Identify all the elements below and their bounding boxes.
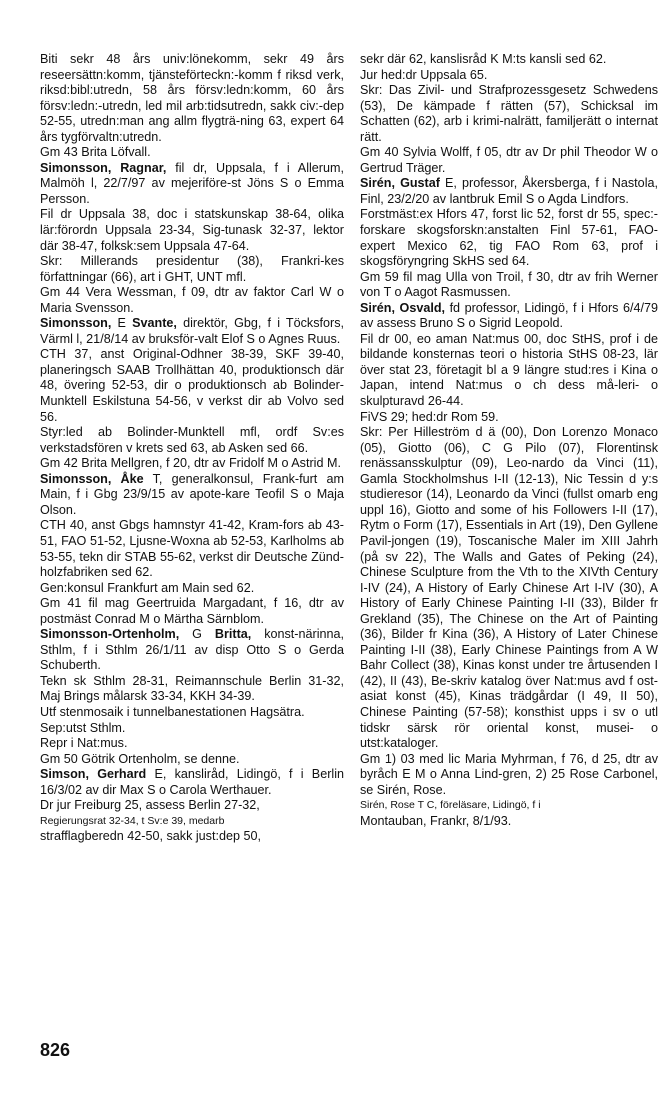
entry-text: Fil dr Uppsala 38, doc i statskunskap 38-64, olika lär:förordn Uppsala 23-34, Sig-tunask 32-37, lektor där 38-47, folksk:sem Uppsala 47-64. (40, 207, 344, 253)
entry-initial: E (117, 316, 126, 331)
entry-text: T, generalkonsul, Frank-furt am Main, f i Gbg 23/9/15 av apote-kare Teofil S o Maja Olson. (40, 471, 344, 517)
entry-headword-given: Svante, (132, 316, 177, 331)
entry-text: Gm 1) 03 med lic Maria Myhrman, f 76, d 25, dtr av byråch E M o Anna Lind-gren, 2) 25 Rose Carbonel, se Sirén, Rose. (360, 751, 658, 797)
entry-text: Gm 40 Sylvia Wolff, f 05, dtr av Dr phil Theodor W o Gertrud Träger. (360, 145, 658, 175)
entry-text: Biti sekr 48 års univ:lönekomm, sekr 49 års reseersättn:komm, tjänsteförteckn:-komm f riksd verk, riksd:bibl:utredn, 58 års försv:ledn:komm, 60 års försv:ledn:-utredn, led mil arb:tidsutredn, sakk civ:-dep 52-55, utredn:man ang allm flygträ-ning 63, expert 64 års tygförvaltn:utredn. (40, 52, 344, 144)
entry-text: fil dr, Uppsala, f i Allerum, Malmöh l, 22/7/97 av mejeriföre-st Jöns S o Emma Persson. (40, 160, 344, 206)
page-number: 826 (40, 1040, 71, 1060)
entry-text: konst-närinna, Sthlm, f i Sthlm 26/1/11 av disp Otto S o Gerda Schuberth. (40, 627, 345, 673)
entry-text: Montauban, Frankr, 8/1/93. (360, 813, 512, 828)
entry-text: Forstmäst:ex Hfors 47, forst lic 52, forst dr 55, spec:-forskare skogsforskn:anstalten Finl 57-61, FAO-expert Mexico 62, tig FAO Rom 63, prof i skogsföryngring SkHS sed 64. (360, 207, 658, 269)
left-column (40, 52, 344, 845)
entry-text: Repr i Nat:mus. (40, 736, 128, 751)
entry-text: Fil dr 00, eo aman Nat:mus 00, doc StHS, prof i de bildande konsternas teori o historia StHS 08-23, lär över stat 23, företagit bl a 9 längre stud:res i Kina o Japan, intend Nat:mus o ch dess må-leri- o skulpturavd 26-44. (360, 331, 658, 409)
entry-text: Gm 41 fil mag Geertruida Margadant, f 16, dtr av postmäst Conrad M o Märtha Särnblom. (40, 596, 344, 626)
entry (360, 301, 658, 332)
entry-headword: Sirén, Gustaf (360, 176, 440, 191)
entry-text: CTH 40, anst Gbgs hamnstyr 41-42, Kram-fors ab 43-51, FAO 51-52, Ljusne-Woxna ab 52-53, Karlholms ab 53-55, tekn dir STAB 55-62, verkst dir Deutsche Zünd-holzfabriken sed 62. (40, 518, 344, 580)
entry-text: E, professor, Åkersberga, f i Nastola, Finl, 23/2/20 av lantbruk Emil S o Agda Lindfors. (360, 176, 658, 206)
entry-text: Sep:utst Sthlm. (40, 720, 126, 735)
entry (40, 316, 344, 347)
entry-text: Sirén, Rose T C, föreläsare, Lidingö, f i (360, 799, 541, 812)
entry (360, 176, 658, 207)
entry-text: Gen:konsul Frankfurt am Main sed 62. (40, 580, 255, 595)
entry-text: sekr där 62, kanslisråd K M:ts kansli sed 62. (360, 52, 607, 66)
entry-text: Dr jur Freiburg 25, assess Berlin 27-32, (40, 798, 260, 813)
entry-text: Skr: Millerands presidentur (38), Frankri-kes författningar (66), art i GHT, UNT mfl. (40, 254, 344, 284)
entry-headword: Simonsson, Åke (40, 471, 144, 486)
entry-text: Gm 50 Götrik Ortenholm, se denne. (40, 751, 240, 766)
right-column (360, 52, 658, 829)
entry-text: Gm 43 Brita Löfvall. (40, 145, 151, 160)
entry-text: direktör, Gbg, f i Töcksfors, Värml l, 21/8/14 av bruksför-valt Elof S o Agnes Ruus. (40, 316, 345, 346)
entry (40, 627, 344, 674)
entry (40, 161, 344, 208)
entry-text: Utf stenmosaik i tunnelbanestationen Hagsätra. (40, 704, 305, 719)
entry-headword: Sirén, Osvald, (360, 300, 446, 315)
entry-text: FiVS 29; hed:dr Rom 59. (360, 409, 499, 424)
entry-headword-given: Britta, (214, 627, 252, 642)
entry-text: Gm 42 Brita Mellgren, f 20, dtr av Fridolf M o Astrid M. (40, 456, 341, 471)
entry-headword: Simonsson-Ortenholm, (40, 627, 180, 642)
entry-text: Tekn sk Sthlm 28-31, Reimannschule Berlin 31-32, Maj Brings målarsk 33-34, KKH 34-39. (40, 673, 344, 704)
entry-text: Styr:led ab Bolinder-Munktell mfl, ordf Sv:es verkstadsfören v krets sed 63, ab Asken sed 66. (40, 425, 344, 455)
entry-initial: G (192, 627, 202, 642)
entry (40, 472, 344, 519)
entry-text: CTH 37, anst Original-Odhner 38-39, SKF 39-40, planeringsch SAAB Trollhättan 40, produktionsch där 48, övering 52-53, dir o produktionsch ab Bolinder-Munktell Eskilstuna 54-56, v verkst dir ab Volvo sed 56. (40, 347, 344, 424)
entry-text: Gm 59 fil mag Ulla von Troil, f 30, dtr av frih Werner von T o Aagot Rasmussen. (360, 269, 658, 300)
entry-text: fd professor, Lidingö, f i Hfors 6/4/79 av assess Bruno S o Sigrid Leopold. (360, 300, 659, 331)
entry-headword: Simson, Gerhard (40, 767, 147, 782)
entry (40, 767, 344, 798)
entry-text: Jur hed:dr Uppsala 65. (360, 67, 488, 82)
entry-text: E, kansliråd, Lidingö, f i Berlin 16/3/02 av dir Max S o Carola Werthauer. (40, 767, 345, 797)
entry-text: strafflagberedn 42-50, sakk just:dep 50, (40, 829, 261, 844)
entry-headword: Simonsson, (40, 316, 112, 331)
entry-text: Regierungsrat 32-34, t Sv:e 39, medarb (40, 814, 225, 827)
entry-text: Skr: Per Hilleström d ä (00), Don Lorenzo Monaco (05), Giotto (06), C G Pilo (07), Florentinsk renässansskulptur (09), Leo-nardo da Vinci (11), Gamla Stockholmshus I-II (12-13), Nic Tessin d y:s studieresor (14), Leonardo da Vinci (fullst omarb eng uppl 16), Giotto and some of his Followers I-II (17), Rytm o Form (17), Essentials in Art (19), Den Gyllene Pavil-jongen (19), Toscanische Maler im XIII Jahrh (på sv 22), The Walls and Gates of Peking (24), Chinese Sculpture from the Vth to the XIVth Century I-IV (24), A History of Early Chinese Art I-IV (30), A History of Early Chinese Painting I-II (33), Bilder fr Grekland (35), The Chinese on the Art of Painting (36), Bilder fr Kina (36), A History of Later Chinese Painting I-II (38), Early Chinese Paintings from A W Bahr Collect (38), Kinas konst under tre årtusenden I (42), II (43), Be-skriv katalog över Nat:mus avd f ost-asiat konst (45), Kinas trädgårdar (I 49, II 50), Chinese Painting (57-58); konsthist upps i sv o utl tidskr särsk rör oriental konst, musei- o utst:kataloger. (360, 425, 658, 751)
entry-headword: Simonsson, Ragnar, (40, 160, 167, 175)
entry-text: Gm 44 Vera Wessman, f 09, dtr av faktor Carl W o Maria Svensson. (40, 285, 344, 315)
entry-text: Skr: Das Zivil- und Strafprozessgesetz Schwedens (53), De kämpade f rätten (57), Schicksal im Schatten (62), arb i krimi-nalrätt, familjerätt o internat rätt. (360, 83, 658, 144)
